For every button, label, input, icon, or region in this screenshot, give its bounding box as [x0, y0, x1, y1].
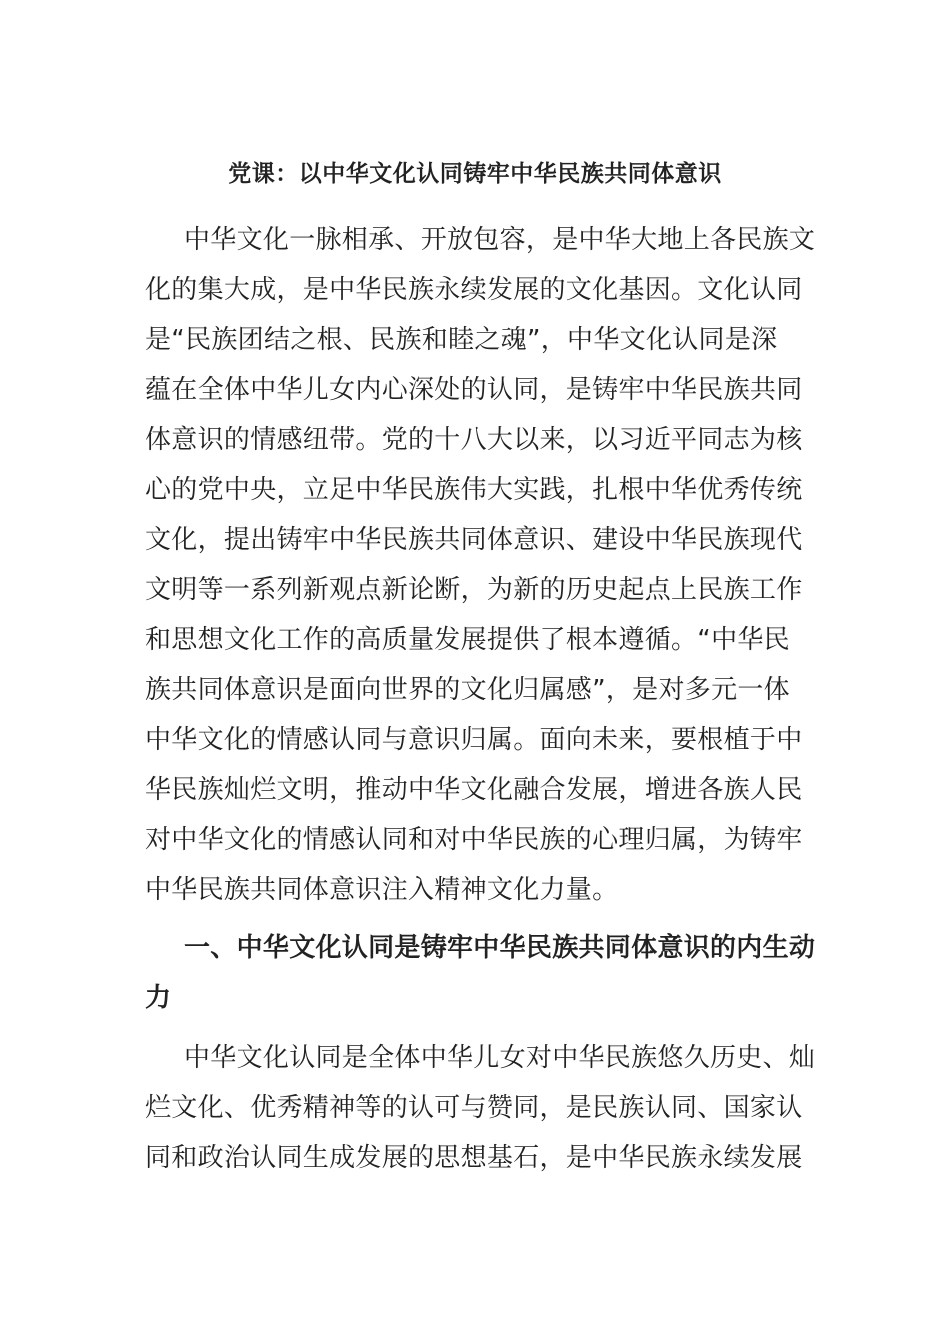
section1-line-3: 同和政治认同生成发展的思想基石，是中华民族永续发展: [145, 1143, 803, 1173]
intro-line-3: 是“民族团结之根、民族和睦之魂”，中华文化认同是深: [145, 325, 778, 355]
intro-line-2: 化的集大成，是中华民族永续发展的文化基因。文化认同: [145, 275, 803, 305]
section1-heading-line-2: 力: [145, 983, 172, 1013]
intro-line-12: 华民族灿烂文明，推动中华文化融合发展，增进各族人民: [145, 775, 803, 805]
intro-line-10: 族共同体意识是面向世界的文化归属感”，是对多元一体: [145, 675, 790, 705]
section1-line-1: 中华文化认同是全体中华儿女对中华民族悠久历史、灿: [184, 1043, 816, 1073]
section1-line-2: 烂文化、优秀精神等的认可与赞同，是民族认同、国家认: [145, 1093, 803, 1123]
document-title: 党课：以中华文化认同铸牢中华民族共同体意识: [228, 161, 722, 187]
intro-line-11: 中华文化的情感认同与意识归属。面向未来，要根植于中: [145, 725, 803, 755]
intro-line-6: 心的党中央，立足中华民族伟大实践，扎根中华优秀传统: [145, 475, 803, 505]
intro-line-14: 中华民族共同体意识注入精神文化力量。: [145, 875, 619, 905]
intro-line-9: 和思想文化工作的高质量发展提供了根本遵循。“中华民: [145, 625, 790, 655]
intro-line-8: 文明等一系列新观点新论断，为新的历史起点上民族工作: [145, 575, 803, 605]
intro-line-13: 对中华文化的情感认同和对中华民族的心理归属，为铸牢: [145, 825, 803, 855]
section1-heading-line-1: 一、中华文化认同是铸牢中华民族共同体意识的内生动: [184, 933, 816, 963]
intro-line-5: 体意识的情感纽带。党的十八大以来，以习近平同志为核: [145, 425, 803, 455]
intro-line-7: 文化，提出铸牢中华民族共同体意识、建设中华民族现代: [145, 525, 803, 555]
intro-line-1: 中华文化一脉相承、开放包容，是中华大地上各民族文: [184, 225, 816, 255]
intro-line-4: 蕴在全体中华儿女内心深处的认同，是铸牢中华民族共同: [145, 375, 803, 405]
